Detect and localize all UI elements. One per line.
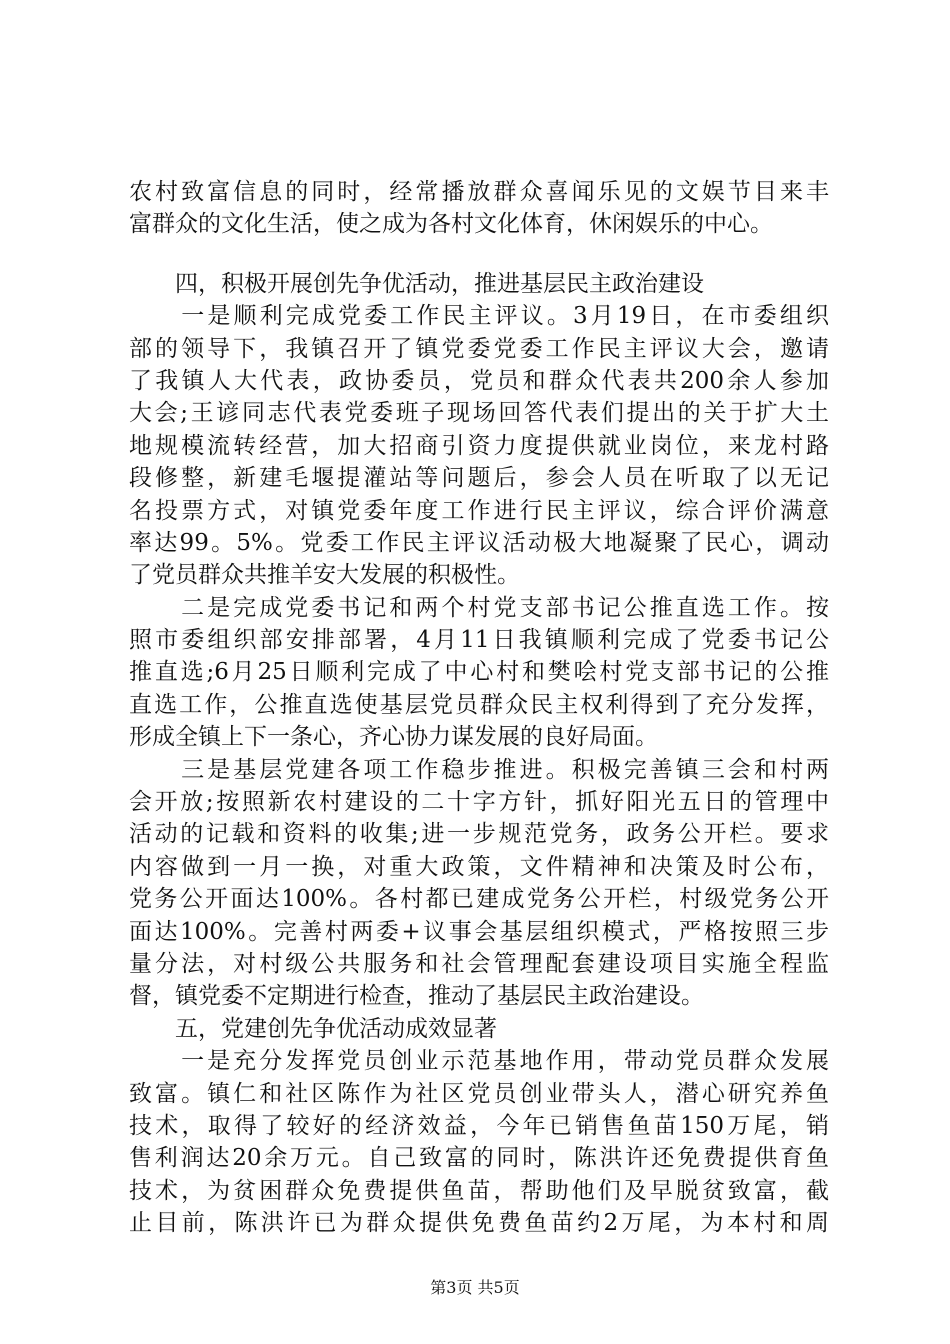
- text-line: 技术，为贫困群众免费提供鱼苗，帮助他们及早脱贫致富，截: [129, 1177, 829, 1204]
- text-line: 致富。镇仁和社区陈作为社区党员创业带头人，潜心研究养鱼: [129, 1080, 829, 1107]
- text-line: 了我镇人大代表，政协委员，党员和群众代表共200余人参加: [129, 367, 829, 394]
- text-line: 农村致富信息的同时，经常播放群众喜闻乐见的文娱节目来丰: [129, 179, 829, 205]
- text-line: 段修整，新建毛堰提灌站等问题后，参会人员在听取了以无记: [129, 465, 829, 492]
- text-line: 直选工作，公推直选使基层党员群众民主权利得到了充分发挥，: [129, 691, 829, 718]
- text-line: 名投票方式，对镇党委年度工作进行民主评议，综合评价满意: [129, 497, 829, 524]
- text-line: 售利润达20余万元。自己致富的同时，陈洪许还免费提供育鱼: [129, 1145, 829, 1172]
- paragraph-gap: [129, 241, 829, 268]
- text-line: 技术，取得了较好的经济效益，今年已销售鱼苗150万尾，销: [129, 1112, 829, 1139]
- text-line: 一是顺利完成党委工作民主评议。3月19日，在市委组织: [129, 303, 829, 330]
- text-line: 大会;王谚同志代表党委班子现场回答代表们提出的关于扩大土: [129, 400, 829, 427]
- text-line: 形成全镇上下一条心，齐心协力谋发展的良好局面。: [129, 724, 658, 751]
- text-line: 照市委组织部安排部署，4月11日我镇顺利完成了党委书记公: [129, 627, 829, 654]
- document-body: [129, 176, 829, 1240]
- page-number-footer: 第3页 共5页: [430, 1278, 520, 1297]
- text-line: 推直选;6月25日顺利完成了中心村和樊哙村党支部书记的公推: [129, 659, 829, 686]
- text-line: 富群众的文化生活，使之成为各村文化体育，休闲娱乐的中心。: [129, 211, 773, 238]
- text-line: 三是基层党建各项工作稳步推进。积极完善镇三会和村两: [129, 756, 829, 783]
- text-line: 二是完成党委书记和两个村党支部书记公推直选工作。按: [129, 594, 829, 621]
- section-heading: 五，党建创先争优活动成效显著: [129, 1015, 497, 1042]
- text-line: 止目前，陈洪许已为群众提供免费鱼苗约2万尾，为本村和周: [129, 1210, 829, 1237]
- text-line: 督，镇党委不定期进行检查，推动了基层民主政治建设。: [129, 983, 704, 1010]
- text-line: 一是充分发挥党员创业示范基地作用，带动党员群众发展: [129, 1048, 829, 1075]
- text-line: 面达100%。完善村两委+议事会基层组织模式，严格按照三步: [129, 918, 829, 945]
- text-line: 地规模流转经营，加大招商引资力度提供就业岗位，来龙村路: [129, 432, 829, 459]
- text-line: 率达99。5%。党委工作民主评议活动极大地凝聚了民心，调动: [129, 529, 829, 556]
- text-line: 量分法，对村级公共服务和社会管理配套建设项目实施全程监: [129, 950, 829, 977]
- section-heading: 四，积极开展创先争优活动，推进基层民主政治建设: [129, 270, 704, 297]
- text-line: 部的领导下，我镇召开了镇党委党委工作民主评议大会，邀请: [129, 335, 829, 362]
- text-line: 了党员群众共推羊安大发展的积极性。: [129, 562, 520, 589]
- text-line: 内容做到一月一换，对重大政策，文件精神和决策及时公布，: [129, 853, 829, 880]
- text-line: 会开放;按照新农村建设的二十字方针，抓好阳光五日的管理中: [129, 789, 829, 816]
- text-line: 党务公开面达100%。各村都已建成党务公开栏，村级党务公开: [129, 886, 829, 913]
- text-line: 活动的记载和资料的收集;进一步规范党务，政务公开栏。要求: [129, 821, 829, 848]
